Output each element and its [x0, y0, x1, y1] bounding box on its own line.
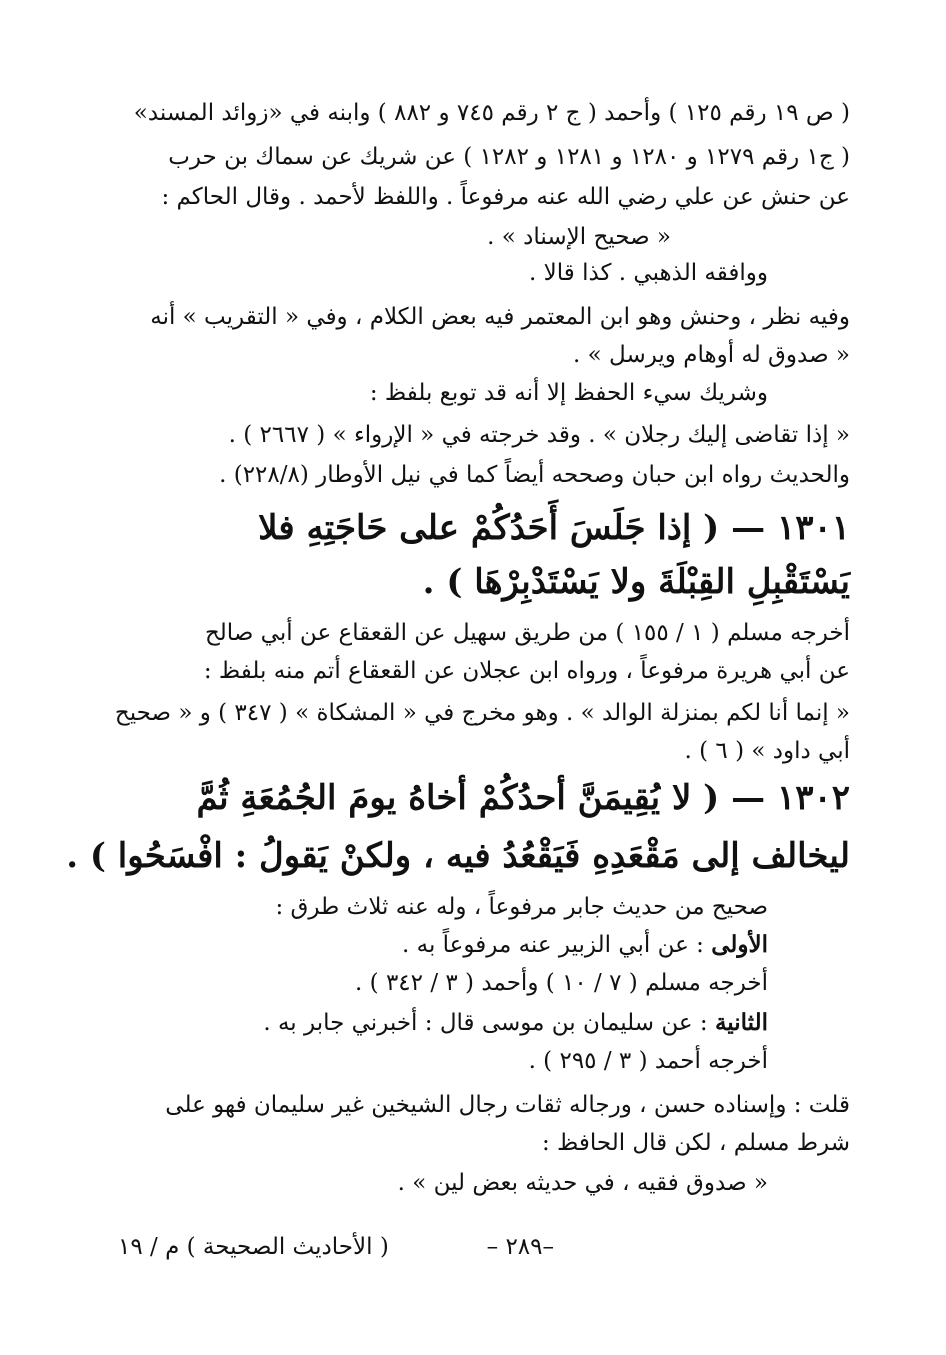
text-line: قلت : وإسناده حسن ، ورجاله ثقات رجال الشيخين غير سليمان فهو على — [165, 1092, 850, 1118]
text-line: والحديث رواه ابن حبان وصححه أيضاً كما في نيل الأوطار (٢٢٨/٨) . — [219, 462, 850, 488]
text-line: أخرجه مسلم ( ٧ / ١٠ ) وأحمد ( ٣ / ٣٤٢ ) . — [355, 970, 768, 996]
text-line: أبي داود » ( ٦ ) . — [684, 738, 850, 764]
text-line: أخرجه أحمد ( ٣ / ٢٩٥ ) . — [528, 1048, 768, 1074]
text-line: « صحيح الإسناد » . — [487, 224, 671, 250]
hadith-heading: ١٣٠١ — ( إذا جَلَسَ أَحَدُكُمْ على حَاجَتِهِ فلا — [258, 508, 850, 548]
hadith-heading: ١٣٠٢ — ( لا يُقِيمَنَّ أحدُكُمْ أخاهُ يومَ الجُمُعَةِ ثُمَّ — [196, 778, 850, 818]
text-line: عن حنش عن علي رضي الله عنه مرفوعاً . واللفظ لأحمد . وقال الحاكم : — [161, 184, 850, 210]
text-line: ( ص ١٩ رقم ١٢٥ ) وأحمد ( ج ٢ رقم ٧٤٥ و ٨٨٢ ) وابنه في «زوائد المسند» — [133, 100, 850, 126]
text-line: « إذا تقاضى إليك رجلان » . وقد خرجته في « الإرواء » ( ٢٦٦٧ ) . — [228, 422, 850, 448]
path-text: : عن سليمان بن موسى قال : أخبرني جابر به . — [263, 1010, 715, 1036]
path-label: الأولى — [711, 931, 768, 958]
text-line — [402, 930, 768, 960]
page-number: –٢٨٩ – — [486, 1234, 554, 1260]
text-line: « صدوق فقيه ، في حديثه بعض لين » . — [397, 1170, 768, 1196]
text-line: وشريك سيء الحفظ إلا أنه قد توبع بلفظ : — [369, 380, 768, 406]
text-line — [263, 1008, 768, 1038]
text-line: ( ج١ رقم ١٢٧٩ و ١٢٨٠ و ١٢٨١ و ١٢٨٢ ) عن شريك عن سماك بن حرب — [168, 144, 850, 170]
book-signature: ( الأحاديث الصحيحة ) م / ١٩ — [118, 1234, 389, 1260]
text-line: شرط مسلم ، لكن قال الحافظ : — [541, 1130, 850, 1156]
text-line: « صدوق له أوهام ويرسل » . — [573, 342, 850, 368]
text-line: وفيه نظر ، وحنش وهو ابن المعتمر فيه بعض الكلام ، وفي « التقريب » أنه — [150, 304, 850, 330]
text-line: عن أبي هريرة مرفوعاً ، ورواه ابن عجلان عن القعقاع أتم منه بلفظ : — [203, 658, 850, 684]
path-text: : عن أبي الزبير عنه مرفوعاً به . — [401, 932, 712, 958]
path-label: الثانية — [714, 1009, 768, 1036]
text-line: ووافقه الذهبي . كذا قالا . — [529, 260, 768, 286]
hadith-heading: يَسْتَقْبِلِ القِبْلَةَ ولا يَسْتَدْبِرْهَا ) . — [422, 562, 850, 602]
text-line: أخرجه مسلم ( ١ / ١٥٥ ) من طريق سهيل عن القعقاع عن أبي صالح — [204, 620, 850, 646]
text-line: « إنما أنا لكم بمنزلة الوالد » . وهو مخرج في « المشكاة » ( ٣٤٧ ) و « صحيح — [114, 700, 850, 726]
text-line: صحيح من حديث جابر مرفوعاً ، وله عنه ثلاث طرق : — [275, 894, 768, 920]
hadith-heading: ليخالف إلى مَقْعَدِهِ فَيَقْعُدُ فيه ، ولكنْ يَقولُ : افْسَحُوا ) . — [66, 836, 850, 876]
